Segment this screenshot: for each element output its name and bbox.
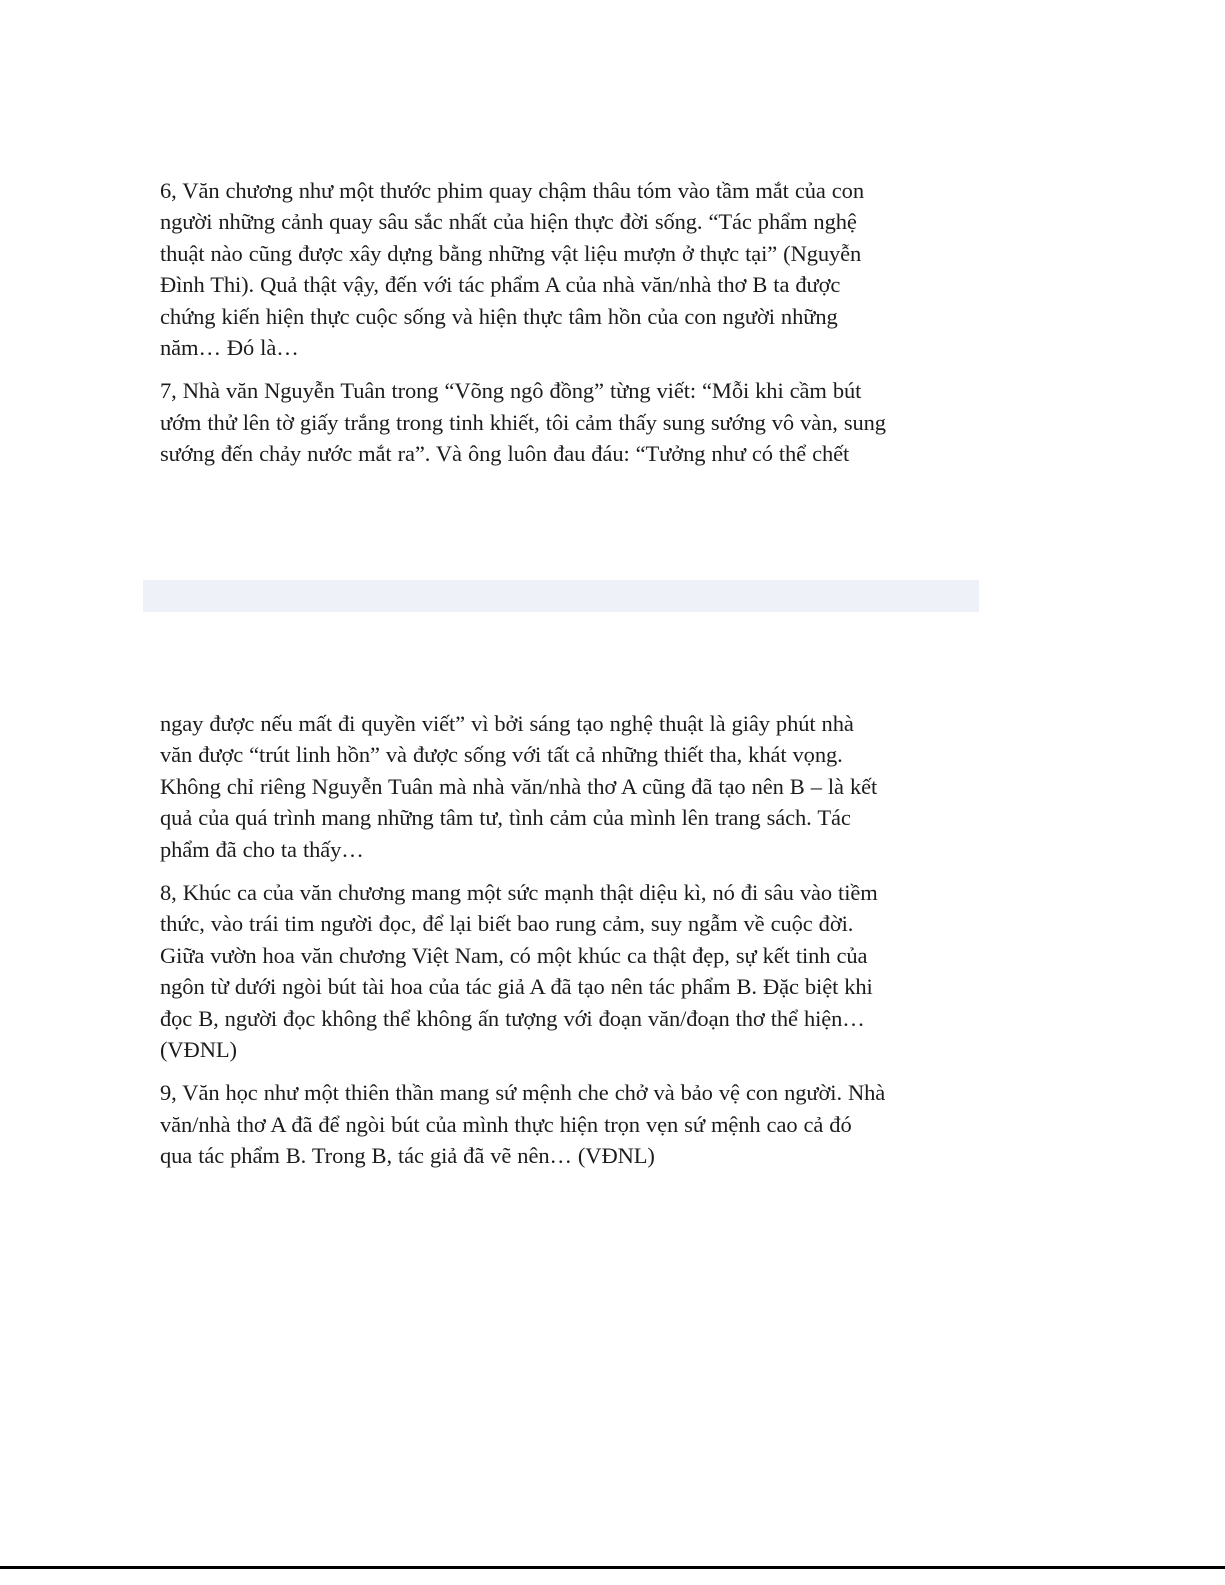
text-line: quả của quá trình mang những tâm tư, tình cảm của mình lên trang sách. Tác (160, 805, 851, 831)
text-line: văn được “trút linh hồn” và được sống với tất cả những thiết tha, khát vọng. (160, 742, 843, 768)
page-separator (143, 580, 979, 612)
text-line: Đình Thi). Quả thật vậy, đến với tác phẩm A của nhà văn/nhà thơ B ta được (160, 272, 841, 298)
text-line: sướng đến chảy nước mắt ra”. Và ông luôn đau đáu: “Tưởng như có thể chết (160, 441, 850, 467)
text-line: ngay được nếu mất đi quyền viết” vì bởi sáng tạo nghệ thuật là giây phút nhà (160, 711, 854, 736)
text-line: năm… Đó là… (160, 335, 299, 361)
paragraph-8 (160, 877, 980, 1065)
page-bottom-text (160, 708, 980, 1184)
bottom-border (0, 1566, 1225, 1569)
text-line: chứng kiến hiện thực cuộc sống và hiện thực tâm hồn của con người những (160, 303, 838, 329)
text-line: 9, Văn học như một thiên thần mang sứ mệnh che chở và bảo vệ con người. Nhà (160, 1080, 886, 1106)
text-line: ngôn từ dưới ngòi bút tài hoa của tác giả A đã tạo nên tác phẩm B. Đặc biệt khi (160, 974, 873, 1000)
text-line: 7, Nhà văn Nguyễn Tuân trong “Võng ngô đồng” từng viết: “Mỗi khi cầm bút (160, 378, 862, 404)
text-line: qua tác phẩm B. Trong B, tác giả đã vẽ nên… (VĐNL) (160, 1143, 655, 1169)
text-line: người những cảnh quay sâu sắc nhất của hiện thực đời sống. “Tác phẩm nghệ (160, 209, 857, 235)
paragraph-7-continued (160, 708, 980, 865)
text-line: văn/nhà thơ A đã để ngòi bút của mình thực hiện trọn vẹn sứ mệnh cao cả đó (160, 1111, 852, 1137)
paragraph-6 (160, 180, 980, 363)
text-line: thuật nào cũng được xây dựng bằng những vật liệu mượn ở thực tại” (Nguyễn (160, 240, 862, 266)
text-line: đọc B, người đọc không thể không ấn tượng với đoạn văn/đoạn thơ thể hiện… (160, 1005, 865, 1031)
text-line: (VĐNL) (160, 1037, 237, 1063)
text-line: 8, Khúc ca của văn chương mang một sức mạnh thật diệu kì, nó đi sâu vào tiềm (160, 880, 878, 906)
text-line: Giữa vườn hoa văn chương Việt Nam, có một khúc ca thật đẹp, sự kết tinh của (160, 942, 868, 968)
text-line: 6, Văn chương như một thước phim quay chậm thâu tóm vào tầm mắt của con (160, 180, 864, 203)
text-line: ướm thử lên tờ giấy trắng trong tinh khiết, tôi cảm thấy sung sướng vô vàn, sung (160, 409, 886, 435)
text-line: thức, vào trái tim người đọc, để lại biết bao rung cảm, suy ngẫm về cuộc đời. (160, 911, 854, 937)
text-line: phẩm đã cho ta thấy… (160, 836, 364, 862)
text-line: Không chỉ riêng Nguyễn Tuân mà nhà văn/nhà thơ A cũng đã tạo nên B – là kết (160, 773, 878, 799)
paragraph-9 (160, 1077, 980, 1171)
page-top-text (160, 180, 980, 480)
paragraph-7 (160, 375, 980, 469)
